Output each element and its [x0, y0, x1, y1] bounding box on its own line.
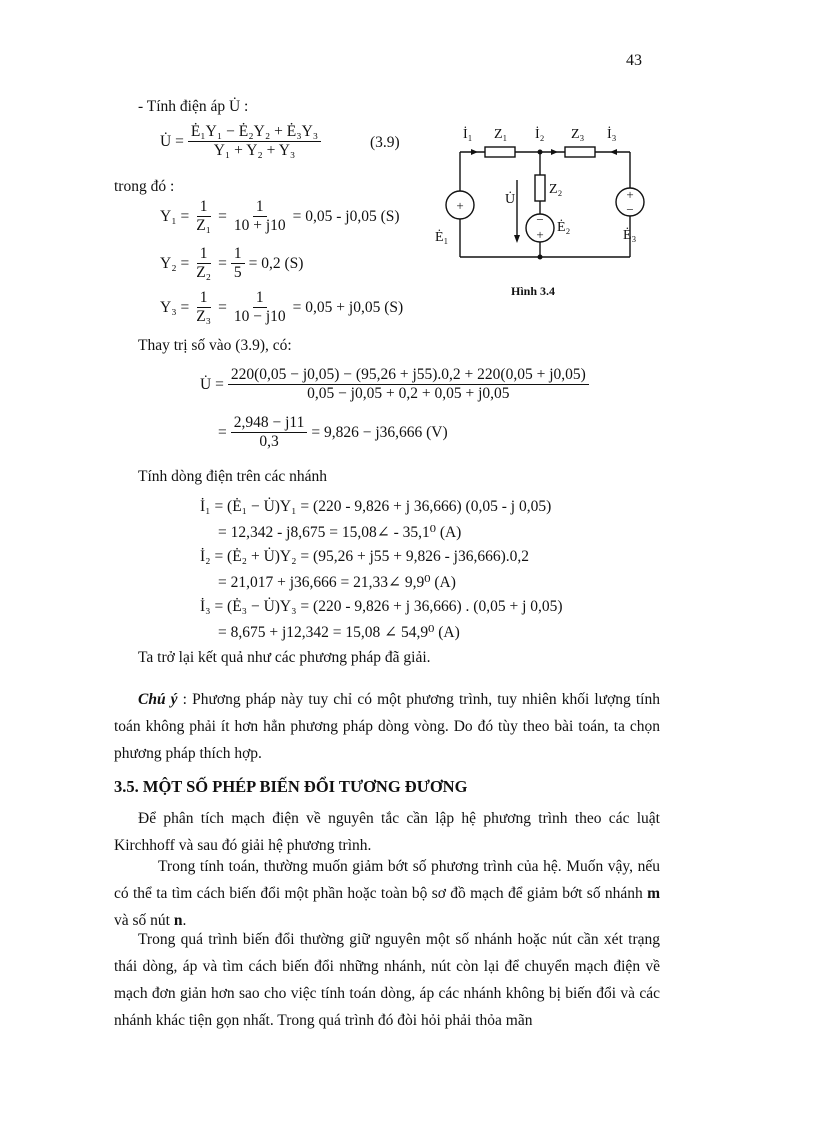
u-calc-lhs: U̇ = — [200, 375, 224, 393]
para2-n: n — [173, 912, 183, 929]
label-e2: Ė₂ — [557, 220, 571, 235]
y1-result: = 0,05 - j0,05 (S) — [292, 207, 400, 225]
intro-voltage: - Tính điện áp U̇ : — [138, 98, 249, 115]
formula-lhs: U̇ = — [160, 132, 184, 150]
u-result-den: 0,3 — [259, 433, 279, 450]
y2-lhs: Y₂ = — [160, 254, 190, 272]
para2-c: . — [182, 912, 187, 929]
y1-frac1 — [193, 198, 214, 235]
top-node — [538, 150, 543, 155]
same-result-text: Ta trở lại kết quả như các phương pháp đã giải. — [138, 649, 431, 666]
label-i3: İ₃ — [607, 127, 617, 142]
z3-resistor — [565, 147, 595, 157]
y2-frac1 — [193, 245, 214, 282]
y2-f1d: Z₂ — [196, 264, 212, 281]
e3-minus: − — [626, 202, 634, 217]
voltage-arrow-head — [514, 235, 520, 243]
u-calc-formula — [200, 366, 589, 403]
y2-eq: = — [218, 254, 227, 272]
i3-arrow-head — [610, 149, 617, 155]
note-text: : Phương pháp này tuy chỉ có một phương trình, tuy nhiên khối lượng tính toán không phải ít hơn hẳn phương pháp dòng vòng. Do đó tùy theo bài toán, ta chọn phương pháp thích hợp. — [114, 691, 660, 762]
y3-formula — [160, 289, 403, 326]
y3-f1n: 1 — [197, 289, 211, 308]
current-line-1: İ₁ = (Ė₁ − U̇)Y₁ = (220 - 9,826 + j 36,666) (0,05 - j 0,05) — [200, 498, 552, 515]
y2-frac2 — [231, 245, 245, 282]
current-line-4: = 21,017 + j36,666 = 21,33∠ 9,9⁰ (A) — [218, 574, 456, 591]
u-result-eq: = — [218, 423, 227, 441]
y3-lhs: Y₃ = — [160, 298, 190, 316]
y1-lhs: Y₁ = — [160, 207, 190, 225]
note-label: Chú ý — [138, 691, 178, 708]
y1-formula — [160, 198, 400, 235]
paragraph-2 — [114, 853, 660, 934]
bottom-node — [538, 255, 543, 260]
u-calc-denominator: 0,05 − j0,05 + 0,2 + 0,05 + j0,05 — [307, 385, 510, 402]
label-e3: Ė₃ — [623, 228, 637, 243]
circuit-diagram — [425, 115, 655, 275]
e2-minus: − — [536, 212, 544, 227]
label-e1: Ė₁ — [435, 230, 449, 245]
e1-plus: + — [456, 198, 464, 213]
paragraph-3: Trong quá trình biến đổi thường giữ nguyên một số nhánh hoặc nút cần xét trạng thái dòng, áp và tìm cách biến đổi những nhánh, nút còn lại để chuyển mạch điện về mạch đơn giản hơn sao cho việc tính toán dòng, áp các nhánh không bị biến đổi và các nhánh khác tiện gọn nhất. Trong quá trình đó đòi hỏi phải thỏa mãn — [114, 931, 660, 1029]
page-number: 43 — [626, 52, 642, 69]
y3-result: = 0,05 + j0,05 (S) — [292, 298, 404, 316]
branch-current-title: Tính dòng điện trên các nhánh — [138, 468, 327, 485]
y2-f1n: 1 — [197, 245, 211, 264]
formula-label: (3.9) — [370, 134, 400, 151]
y3-frac1 — [193, 289, 214, 326]
current-line-3: İ₂ = (Ė₂ + U̇)Y₂ = (95,26 + j55 + 9,826 - j36,666).0,2 — [200, 548, 529, 565]
y3-frac2 — [231, 289, 289, 326]
label-z3: Z₃ — [571, 127, 585, 142]
label-z2: Z₂ — [549, 182, 563, 197]
label-u: U̇ — [505, 192, 516, 207]
para2-m: m — [647, 885, 660, 902]
y1-eq: = — [218, 207, 227, 225]
y1-f2d: 10 + j10 — [233, 217, 286, 234]
e2-plus: + — [536, 227, 544, 242]
y2-f2d: 5 — [233, 264, 242, 281]
y1-f2n: 1 — [253, 198, 267, 217]
i2-arrow-head — [551, 149, 558, 155]
z1-resistor — [485, 147, 515, 157]
para2-a: Trong tính toán, thường muốn giảm bớt số phương trình của hệ. Muốn vậy, nếu có thể ta tìm cách biến đổi một phần hoặc toàn bộ sơ đồ mạch để giảm bớt số nhánh — [114, 858, 660, 902]
y3-f2d: 10 − j10 — [233, 308, 286, 325]
y3-eq: = — [218, 298, 227, 316]
y1-f1d: Z₁ — [196, 217, 212, 234]
label-z1: Z₁ — [494, 127, 508, 142]
paragraph-1: Để phân tích mạch điện về nguyên tắc cần lập hệ phương trình theo các luật Kirchhoff và sau đó giải hệ phương trình. — [114, 810, 660, 854]
y3-f1d: Z₃ — [196, 308, 212, 325]
y2-result: = 0,2 (S) — [248, 254, 304, 272]
figure-caption: Hình 3.4 — [511, 284, 556, 298]
y3-f2n: 1 — [253, 289, 267, 308]
label-i1: İ₁ — [463, 127, 473, 142]
u-calc-numerator: 220(0,05 − j0,05) − (95,26 + j55).0,2 + 220(0,05 + j0,05) — [228, 366, 589, 385]
y2-f2n: 1 — [231, 245, 245, 264]
formula-fraction — [188, 123, 321, 160]
formula-3-9 — [160, 123, 321, 160]
y1-frac2 — [231, 198, 289, 235]
substitute-text: Thay trị số vào (3.9), có: — [138, 337, 292, 354]
u-calc-frac — [228, 366, 589, 403]
u-result-value: = 9,826 − j36,666 (V) — [311, 423, 448, 441]
label-i2: İ₂ — [535, 127, 545, 142]
i1-arrow-head — [471, 149, 478, 155]
y2-formula — [160, 245, 303, 282]
y1-f1n: 1 — [197, 198, 211, 217]
current-line-5: İ₃ = (Ė₃ − U̇)Y₃ = (220 - 9,826 + j 36,666) . (0,05 + j 0,05) — [200, 598, 563, 615]
formula-denominator: Y₁ + Y₂ + Y₃ — [213, 142, 296, 159]
u-result-frac — [231, 414, 308, 451]
e3-plus: + — [626, 187, 634, 202]
current-line-2: = 12,342 - j8,675 = 15,08∠ - 35,1⁰ (A) — [218, 524, 462, 541]
note-paragraph — [114, 686, 660, 767]
u-result-formula — [218, 414, 448, 451]
u-result-num: 2,948 − j11 — [231, 414, 308, 433]
where-label: trong đó : — [114, 178, 175, 195]
section-heading: 3.5. MỘT SỐ PHÉP BIẾN ĐỔI TƯƠNG ĐƯƠNG — [114, 777, 468, 796]
formula-numerator: Ė₁Y₁ − Ė₂Y₂ + Ė₃Y₃ — [188, 123, 321, 142]
current-line-6: = 8,675 + j12,342 = 15,08 ∠ 54,9⁰ (A) — [218, 624, 460, 641]
z2-resistor — [535, 175, 545, 201]
para2-b: và số nút — [114, 912, 174, 929]
